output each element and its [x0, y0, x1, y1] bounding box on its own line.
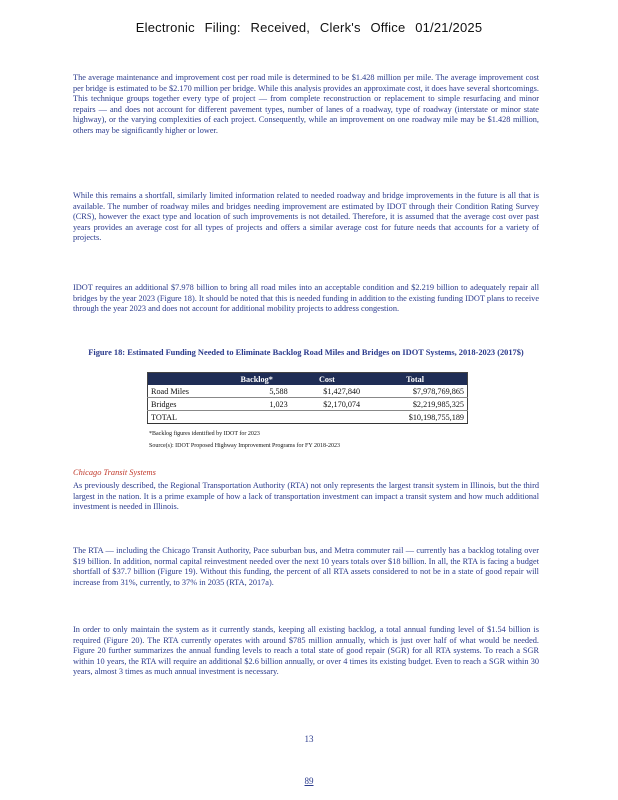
row-backlog: 5,588	[223, 385, 291, 398]
row-cost: $2,170,074	[291, 398, 363, 411]
row-backlog	[223, 411, 291, 424]
paragraph-shortfall: While this remains a shortfall, similarly limited information related to needed roadway and bridge improvements in the future is all that is available. The number of roadway miles and bridges needing improvement are estimated by IDOT through their Condition Rating Survey (CRS), however the exact type and location of such improvements is not detailed. Therefore, it is assumed that the average cost over past years provides an average cost for all types of projects and offers a similar average cost for future needs that accounts for a variety of projects.	[73, 191, 539, 243]
paragraph-rta-funding: In order to only maintain the system as it currently stands, keeping all existing backlog, a total annual funding level of $1.54 billion is required (Figure 20). The RTA currently operates with around $785 million annually, which is just over half of what would be needed. Figure 20 further summarizes the annual funding levels to reach a total state of good repair (SGR) for all RTA systems. To reach a SGR within 10 years, the RTA will require an additional $2.6 billion annually, or over 4 times its existing budget. Even to reach a SGR within 30 years, almost 3 times as much annual investment is necessary.	[73, 625, 539, 677]
row-total: $7,978,769,865	[363, 385, 467, 398]
row-cost	[291, 411, 363, 424]
paragraph-idot-requirement: IDOT requires an additional $7.978 billion to bring all road miles into an acceptable condition and $2.219 billion to adequately repair all bridges by the year 2023 (Figure 18). It should be noted that this is needed funding in addition to the existing funding IDOT plans to receive through the year 2023 and does not account for additional mobility projects to address congestion.	[73, 283, 539, 314]
page-number: 13	[304, 734, 314, 744]
row-total: $2,219,985,325	[363, 398, 467, 411]
row-total: $10,198,755,189	[363, 411, 467, 424]
row-label: TOTAL	[148, 411, 223, 424]
funding-table	[147, 372, 468, 424]
paragraph-cost-analysis: The average maintenance and improvement cost per road mile is determined to be $1.428 million per mile. The average improvement cost per bridge is estimated to be $2.170 million per bridge. While this analysis provides an approximate cost, it does have several shortcomings. This technique groups together every type of project — from complete reconstruction or replacement to simple resurfacing and minor repairs — and does not account for different pavement types, number of lanes of a roadway, type of roadway (interstate or minor state highway), or the varying complexities of each project. Consequently, while an improvement on one roadway mile may be $1.428 million, others may be significantly higher or lower.	[73, 73, 539, 135]
table-source: Source(s): IDOT Proposed Highway Improvement Programs for FY 2018-2023	[149, 443, 340, 449]
table-row	[148, 398, 468, 411]
row-label: Road Miles	[148, 385, 223, 398]
row-cost: $1,427,840	[291, 385, 363, 398]
table-header-backlog: Backlog*	[223, 373, 291, 386]
table-row	[148, 385, 468, 398]
table-header-total: Total	[363, 373, 467, 386]
table-total-row	[148, 411, 468, 424]
paragraph-rta-backlog: The RTA — including the Chicago Transit Authority, Pace suburban bus, and Metra commuter rail — currently has a backlog totaling over $19 billion. In addition, normal capital reinvestment needed over the next 10 years totals over $18 billion. In all, the RTA is facing a budget shortfall of $37.7 billion (Figure 19). Without this funding, the percent of all RTA assets considered to not be in a state of good repair will increase from 31%, currently, to 37% in 2035 (RTA, 2017a).	[73, 546, 539, 587]
bates-number: 89	[304, 776, 314, 786]
row-backlog: 1,023	[223, 398, 291, 411]
figure-title: Figure 18: Estimated Funding Needed to Eliminate Backlog Road Miles and Bridges on IDOT Systems, 2018-2023 (2017$)	[88, 348, 524, 357]
table-header-label	[148, 373, 223, 386]
table-header-cost: Cost	[291, 373, 363, 386]
table-footnote: *Backlog figures identified by IDOT for 2023	[149, 431, 260, 437]
filing-header: Electronic Filing: Received, Clerk's Office 01/21/2025	[135, 20, 483, 35]
table-header-row	[148, 373, 468, 386]
row-label: Bridges	[148, 398, 223, 411]
section-title: Chicago Transit Systems	[73, 468, 156, 477]
paragraph-rta-intro: As previously described, the Regional Transportation Authority (RTA) not only represents the largest transit system in Illinois, but the third largest in the nation. It is a prime example of how a lack of transportation investment can impact a transit system and how much additional investment is needed in Illinois.	[73, 481, 539, 512]
